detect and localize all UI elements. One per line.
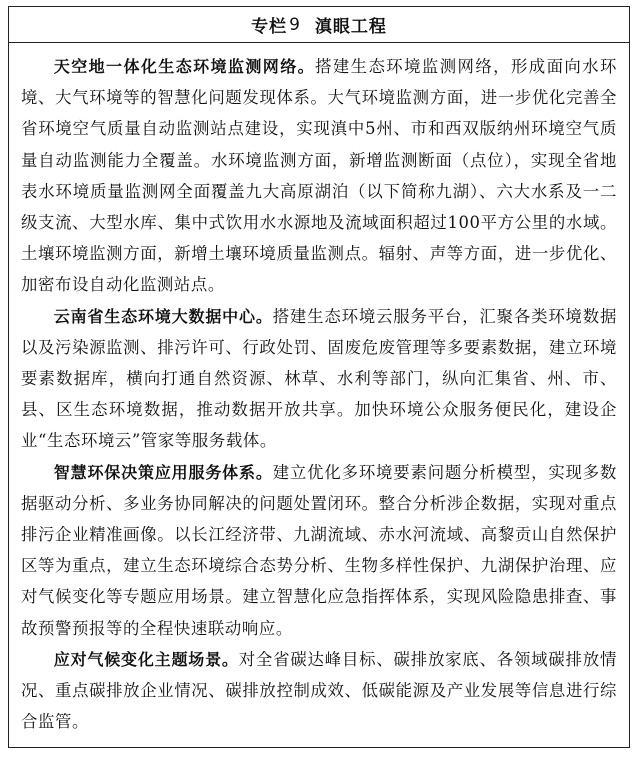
paragraph-big-data-center	[21, 301, 617, 457]
paragraph-lead: 云南省生态环境大数据中心。	[53, 306, 273, 326]
column-title-name: 滇眼工程	[314, 17, 387, 37]
paragraph-lead: 智慧环保决策应用服务体系。	[53, 462, 273, 482]
paragraph-lead: 应对气候变化主题场景。	[53, 649, 239, 669]
paragraph-body: 搭建生态环境云服务平台，汇聚各类环境数据以及污染源监测、排污许可、行政处罚、固废危废管理等多要素数据，建立环境要素数据库，横向打通自然资源、林草、水利等部门，纵向汇集省、州、市、县、区生态环境数据，推动数据开放共享。加快环境公众服务便民化，建设企业“生态环境云”管家等服务载体。	[21, 306, 617, 451]
column-header	[9, 7, 629, 43]
paragraph-monitoring-network	[21, 51, 617, 301]
paragraph-decision-service	[21, 457, 617, 644]
paragraph-body: 对全省碳达峰目标、碳排放家底、各领域碳排放情况、重点碳排放企业情况、碳排放控制成效、低碳能源及产业发展等信息进行综合监管。	[21, 649, 617, 732]
paragraph-climate-scenario	[21, 644, 617, 738]
paragraph-lead: 天空地一体化生态环境监测网络。	[53, 57, 316, 76]
column-title-prefix: 专栏	[251, 17, 288, 37]
column-content	[9, 43, 629, 737]
paragraph-body: 搭建生态环境监测网络，形成面向水环境、大气环境等的智慧化问题发现体系。大气环境监测方面，进一步优化完善全省环境空气质量自动监测站点建设，实现滇中5州、市和西双版纳州环境空气质量自动监测能力全覆盖。水环境监测方面，新增监测断面（点位），实现全省地表水环境质量监测网全面覆盖九大高原湖泊（以下简称九湖）、六大水系及一二级支流、大型水库、集中式饮用水水源地及流域面积超过100平方公里的水域。土壤环境监测方面，新增土壤环境质量监测点。辐射、声等方面，进一步优化、加密布设自动化监测站点。	[21, 57, 617, 295]
paragraph-body: 建立优化多环境要素问题分析模型，实现多数据驱动分析、多业务协同解决的问题处置闭环。整合分析涉企数据，实现对重点排污企业精准画像。以长江经济带、九湖流域、赤水河流域、高黎贡山自然保护区等为重点，建立生态环境综合态势分析、生物多样性保护、九湖保护治理、应对气候变化等专题应用场景。建立智慧化应急指挥体系，实现风险隐患排查、事故预警预报等的全程快速联动响应。	[21, 462, 617, 638]
column-title-number: 9	[289, 14, 301, 35]
column-box	[8, 6, 630, 748]
